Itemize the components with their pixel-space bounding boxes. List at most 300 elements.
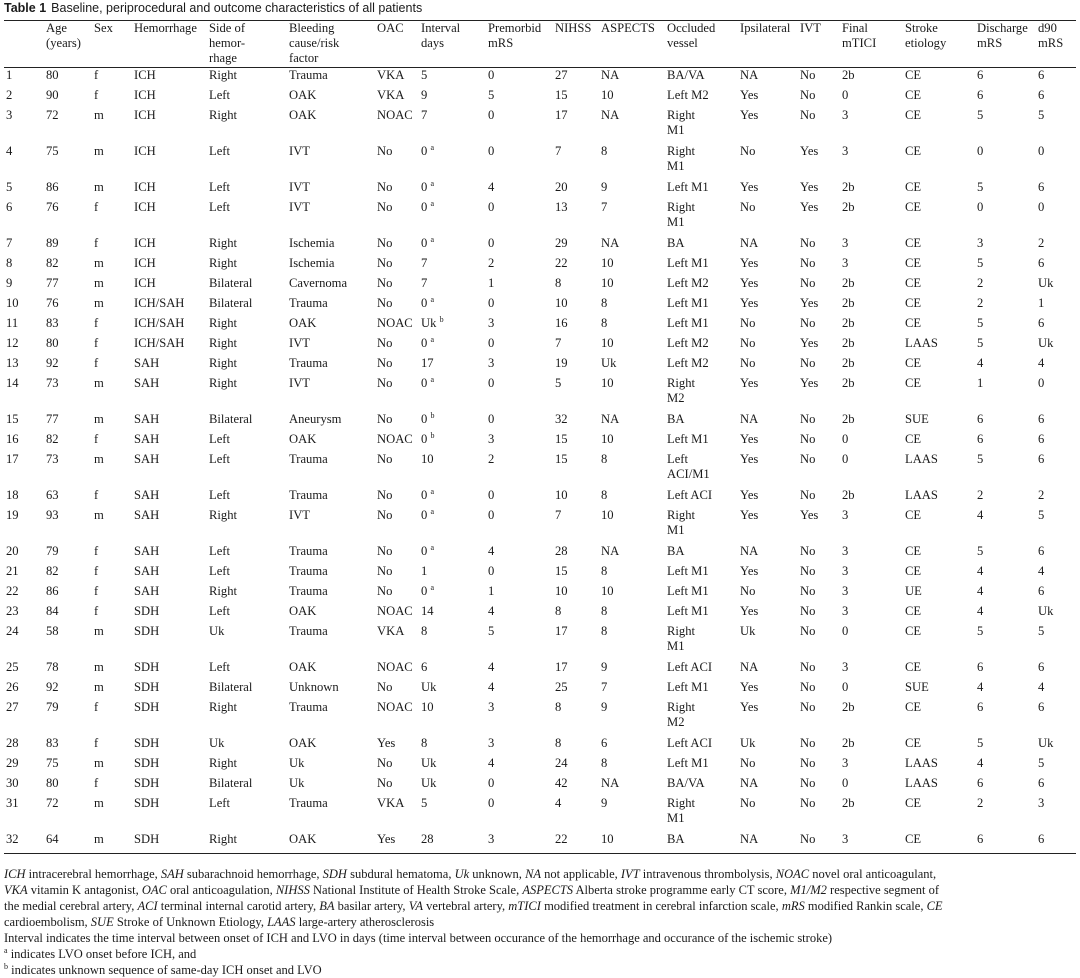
occluded-vessel-line: Left M1 xyxy=(667,296,709,310)
cell-age: 84 xyxy=(46,604,59,618)
cell-bleeding-cause: Cavernoma xyxy=(289,276,348,290)
cell-ipsilateral: Yes xyxy=(740,452,759,466)
cell-oac: No xyxy=(377,488,393,502)
cell-aspects: 9 xyxy=(601,660,608,674)
abbreviation-term: VKA xyxy=(4,883,28,897)
cell-interval-days xyxy=(419,180,486,200)
cell-ivt: No xyxy=(800,796,816,810)
cell-oac: NOAC xyxy=(377,700,413,714)
cell-ipsilateral: No xyxy=(740,200,756,214)
cell-d90-mrs: Uk xyxy=(1038,276,1054,290)
cell-oac: No xyxy=(377,376,393,390)
interval-note: Interval indicates the time interval between onset of ICH and LVO in days (time interval between occurance of the hemorrhage and occurance of the ischemic stroke) xyxy=(4,931,833,945)
cell-patient-id: 18 xyxy=(6,488,19,502)
table-row xyxy=(4,508,1076,544)
cell-aspects: 8 xyxy=(601,604,608,618)
cell-hemorrhage-side: Bilateral xyxy=(209,776,253,790)
occluded-vessel-line: Left M1 xyxy=(667,756,709,770)
cell-bleeding-cause: Trauma xyxy=(289,544,328,558)
interval-value: 0 xyxy=(421,508,428,522)
cell-premorbid-mrs: 0 xyxy=(488,236,495,250)
occluded-vessel-line: Left M1 xyxy=(667,180,709,194)
occluded-vessel-line: Left M2 xyxy=(667,276,709,290)
cell-ipsilateral: NA xyxy=(738,832,798,854)
cell-bleeding-cause: Ischemia xyxy=(289,256,335,270)
cell-ipsilateral: Yes xyxy=(740,88,759,102)
cell-occluded-vessel xyxy=(665,452,738,488)
column-header-line: cause/risk xyxy=(289,36,340,50)
column-header-line: factor xyxy=(289,51,319,65)
cell-premorbid-mrs: 0 xyxy=(488,296,495,310)
cell-premorbid-mrs: 3 xyxy=(488,700,495,714)
abbreviation-term: LAAS xyxy=(267,915,296,929)
occluded-vessel-line: M1 xyxy=(667,811,685,825)
cell-hemorrhage-side: Left xyxy=(209,88,230,102)
cell-final-mtici: 0 xyxy=(842,624,849,638)
abbreviation-definition: unknown, xyxy=(472,867,526,881)
cell-bleeding-cause: Trauma xyxy=(289,584,328,598)
interval-value: 0 xyxy=(421,376,428,390)
cell-d90-mrs: 5 xyxy=(1038,756,1045,770)
cell-stroke-etiology: CE xyxy=(905,180,922,194)
cell-premorbid-mrs: 0 xyxy=(488,488,495,502)
abbreviation-definition: the medial cerebral artery, xyxy=(4,899,138,913)
cell-patient-id: 19 xyxy=(6,508,19,522)
cell-ipsilateral: Yes xyxy=(740,256,759,270)
cell-d90-mrs: 6 xyxy=(1038,180,1045,194)
cell-nihss: 10 xyxy=(555,584,568,598)
cell-nihss: 8 xyxy=(555,604,562,618)
column-header-line: Bleeding xyxy=(289,21,335,35)
cell-premorbid-mrs: 1 xyxy=(488,276,495,290)
cell-aspects: 10 xyxy=(601,336,614,350)
cell-d90-mrs: 1 xyxy=(1038,296,1045,310)
abbreviation-definition: basilar artery, xyxy=(337,899,409,913)
abbreviation-definition: oral anticoagulation, xyxy=(169,883,276,897)
column-header-line: hemor- xyxy=(209,36,246,50)
cell-interval-days xyxy=(419,776,486,796)
cell-ivt: No xyxy=(800,624,816,638)
cell-discharge-mrs: 2 xyxy=(977,488,984,502)
cell-age: 79 xyxy=(46,700,59,714)
cell-ipsilateral: Yes xyxy=(740,680,759,694)
cell-final-mtici: 2b xyxy=(842,68,855,82)
cell-bleeding-cause: IVT xyxy=(289,200,310,214)
cell-nihss: 17 xyxy=(555,108,568,122)
cell-sex: f xyxy=(94,236,99,250)
cell-premorbid-mrs: 0 xyxy=(488,336,495,350)
column-header-line: Age xyxy=(46,21,67,35)
cell-occluded-vessel xyxy=(665,832,738,854)
cell-final-mtici: 2b xyxy=(842,376,855,390)
cell-stroke-etiology: CE xyxy=(905,316,922,330)
cell-bleeding-cause: IVT xyxy=(289,144,310,158)
column-header xyxy=(419,21,486,68)
cell-d90-mrs: 0 xyxy=(1038,144,1045,158)
table-row xyxy=(4,452,1076,488)
abbreviation-definition: subdural hematoma, xyxy=(350,867,455,881)
cell-hemorrhage-side: Uk xyxy=(209,736,225,750)
cell-patient-id: 27 xyxy=(6,700,19,714)
cell-d90-mrs: Uk xyxy=(1038,736,1054,750)
interval-value: Uk xyxy=(421,756,437,770)
cell-hemorrhage: SAH xyxy=(134,544,160,558)
abbreviation-definition: subarachnoid hemorrhage, xyxy=(186,867,323,881)
cell-interval-days xyxy=(419,236,486,256)
column-header xyxy=(287,21,375,68)
table-row xyxy=(4,256,1076,276)
cell-discharge-mrs: 5 xyxy=(977,736,984,750)
cell-stroke-etiology: LAAS xyxy=(905,452,938,466)
cell-age: 86 xyxy=(46,180,59,194)
cell-age: 80 xyxy=(46,336,59,350)
cell-premorbid-mrs: 2 xyxy=(488,452,495,466)
cell-discharge-mrs: 6 xyxy=(977,68,984,82)
cell-sex: f xyxy=(94,200,99,214)
cell-ivt: Yes xyxy=(800,200,819,214)
interval-value: 0 xyxy=(421,544,428,558)
cell-final-mtici: 2b xyxy=(842,180,855,194)
cell-oac: No xyxy=(377,452,393,466)
abbreviation-term: BA xyxy=(319,899,335,913)
cell-oac: No xyxy=(377,236,393,250)
interval-footnote-mark: b xyxy=(430,412,435,420)
cell-interval-days xyxy=(419,256,486,276)
cell-stroke-etiology: CE xyxy=(905,736,922,750)
cell-discharge-mrs: 5 xyxy=(977,544,984,558)
abbreviation-term: mRS xyxy=(781,899,805,913)
footnote-b-text: indicates unknown sequence of same-day ICH onset and LVO xyxy=(11,963,322,977)
cell-sex: f xyxy=(94,488,99,502)
footnote-b xyxy=(4,962,1076,978)
cell-discharge-mrs: 1 xyxy=(977,376,984,390)
interval-value: Uk xyxy=(421,680,437,694)
cell-final-mtici: 3 xyxy=(842,756,849,770)
cell-aspects: 9 xyxy=(601,700,608,714)
cell-patient-id: 24 xyxy=(6,624,19,638)
cell-hemorrhage: SDH xyxy=(134,604,160,618)
cell-age: 77 xyxy=(46,276,59,290)
cell-ipsilateral: Yes xyxy=(740,296,759,310)
cell-ivt: No xyxy=(800,68,816,82)
cell-bleeding-cause: OAK xyxy=(287,832,375,854)
cell-d90-mrs: 4 xyxy=(1038,356,1045,370)
abbreviation-term: IVT xyxy=(620,867,640,881)
cell-hemorrhage: ICH xyxy=(134,236,156,250)
cell-stroke-etiology: CE xyxy=(905,88,922,102)
abbreviation-definition: Stroke of Unknown Etiology, xyxy=(116,915,268,929)
cell-discharge-mrs: 5 xyxy=(977,180,984,194)
cell-stroke-etiology: SUE xyxy=(905,680,929,694)
cell-ipsilateral: NA xyxy=(740,68,759,82)
cell-discharge-mrs: 6 xyxy=(977,700,984,714)
cell-hemorrhage: SDH xyxy=(132,832,207,854)
cell-occluded-vessel xyxy=(665,776,738,796)
interval-value: 0 xyxy=(421,236,428,250)
cell-discharge-mrs: 2 xyxy=(977,796,984,810)
cell-sex: f xyxy=(94,776,99,790)
cell-aspects: 6 xyxy=(601,736,608,750)
cell-hemorrhage: SDH xyxy=(134,776,160,790)
cell-hemorrhage: ICH xyxy=(134,256,156,270)
column-header xyxy=(840,21,903,68)
column-header-line: rhage xyxy=(209,51,237,65)
cell-d90-mrs: 6 xyxy=(1038,700,1045,714)
cell-oac: No xyxy=(377,180,393,194)
cell-ivt: No xyxy=(800,584,816,598)
cell-age: 76 xyxy=(46,296,59,310)
cell-premorbid-mrs: 0 xyxy=(488,776,495,790)
occluded-vessel-line: Left xyxy=(667,452,688,466)
cell-bleeding-cause: OAK xyxy=(289,316,317,330)
cell-sex: m xyxy=(94,624,104,638)
cell-sex: m xyxy=(92,832,132,854)
cell-hemorrhage-side: Uk xyxy=(209,624,225,638)
cell-d90-mrs: 6 xyxy=(1038,88,1045,102)
cell-hemorrhage: SDH xyxy=(134,736,160,750)
cell-age: 72 xyxy=(46,796,59,810)
table-row xyxy=(4,376,1076,412)
footnote-b-mark: b xyxy=(4,962,8,971)
cell-hemorrhage: SAH xyxy=(134,508,160,522)
abbreviations-line-4 xyxy=(4,914,1076,930)
cell-patient-id: 31 xyxy=(6,796,19,810)
table-row xyxy=(4,88,1076,108)
cell-stroke-etiology: CE xyxy=(903,832,975,854)
interval-value: 10 xyxy=(421,452,434,466)
occluded-vessel-line: Left M1 xyxy=(667,432,709,446)
cell-nihss: 7 xyxy=(555,144,562,158)
occluded-vessel-line: Left M1 xyxy=(667,680,709,694)
cell-ivt: No xyxy=(800,680,816,694)
cell-aspects: NA xyxy=(601,544,620,558)
occluded-vessel-line: Right xyxy=(667,200,695,214)
cell-stroke-etiology: CE xyxy=(905,508,922,522)
interval-value: 0 xyxy=(421,180,428,194)
table-row xyxy=(4,180,1076,200)
cell-interval-days xyxy=(419,432,486,452)
cell-oac: No xyxy=(377,756,393,770)
cell-nihss: 7 xyxy=(555,508,562,522)
cell-occluded-vessel xyxy=(665,508,738,544)
occluded-vessel-line: M1 xyxy=(667,639,685,653)
abbreviation-term: CE xyxy=(926,899,943,913)
cell-final-mtici: 2b xyxy=(842,276,855,290)
cell-nihss: 28 xyxy=(555,544,568,558)
cell-oac: NOAC xyxy=(377,316,413,330)
interval-value: Uk xyxy=(421,316,437,330)
cell-premorbid-mrs: 0 xyxy=(488,376,495,390)
column-header xyxy=(486,21,553,68)
cell-premorbid-mrs: 4 xyxy=(488,544,495,558)
abbreviation-term: OAC xyxy=(141,883,167,897)
occluded-vessel-line: M1 xyxy=(667,123,685,137)
abbreviation-definition: not applicable, xyxy=(544,867,621,881)
table-row xyxy=(4,660,1076,680)
cell-bleeding-cause: Trauma xyxy=(289,356,328,370)
abbreviation-definition: vitamin K antagonist, xyxy=(30,883,142,897)
cell-bleeding-cause: OAK xyxy=(289,108,317,122)
cell-hemorrhage-side: Left xyxy=(209,604,230,618)
cell-age: 90 xyxy=(46,88,59,102)
cell-aspects: 10 xyxy=(601,376,614,390)
table-row xyxy=(4,604,1076,624)
interval-value: 6 xyxy=(421,660,428,674)
interval-value: 7 xyxy=(421,276,428,290)
cell-occluded-vessel xyxy=(665,236,738,256)
interval-footnote-mark: a xyxy=(430,584,435,592)
cell-oac: NOAC xyxy=(377,604,413,618)
cell-discharge-mrs: 6 xyxy=(977,776,984,790)
cell-hemorrhage: SDH xyxy=(134,700,160,714)
column-header-line: Ipsilateral xyxy=(740,21,791,35)
cell-d90-mrs: 2 xyxy=(1038,236,1045,250)
occluded-vessel-line: Left M1 xyxy=(667,604,709,618)
cell-hemorrhage: SAH xyxy=(134,432,160,446)
cell-premorbid-mrs: 3 xyxy=(488,432,495,446)
cell-final-mtici: 2b xyxy=(842,488,855,502)
cell-aspects: 10 xyxy=(599,832,665,854)
cell-bleeding-cause: OAK xyxy=(289,432,317,446)
interval-footnote-mark: a xyxy=(430,200,435,208)
cell-premorbid-mrs: 4 xyxy=(488,660,495,674)
interval-value: 0 xyxy=(421,336,428,350)
cell-nihss: 16 xyxy=(555,316,568,330)
cell-d90-mrs: 6 xyxy=(1038,452,1045,466)
cell-interval-days xyxy=(419,412,486,432)
cell-nihss: 13 xyxy=(555,200,568,214)
cell-final-mtici: 2b xyxy=(842,296,855,310)
cell-aspects: Uk xyxy=(601,356,617,370)
cell-patient-id: 32 xyxy=(4,832,44,854)
cell-occluded-vessel xyxy=(665,584,738,604)
cell-ivt: Yes xyxy=(800,336,819,350)
cell-age: 78 xyxy=(46,660,59,674)
interval-value: 5 xyxy=(421,68,428,82)
cell-patient-id: 28 xyxy=(6,736,19,750)
cell-hemorrhage-side: Right xyxy=(209,508,237,522)
cell-d90-mrs: 5 xyxy=(1038,108,1045,122)
cell-patient-id: 22 xyxy=(6,584,19,598)
cell-hemorrhage-side: Left xyxy=(209,544,230,558)
cell-interval-days xyxy=(419,200,486,236)
cell-final-mtici: 2b xyxy=(842,796,855,810)
cell-stroke-etiology: UE xyxy=(905,584,922,598)
column-header-line: mRS xyxy=(1038,36,1064,50)
occluded-vessel-line: BA/VA xyxy=(667,776,705,790)
cell-oac: Yes xyxy=(375,832,419,854)
table-row xyxy=(4,832,1076,854)
cell-oac: No xyxy=(377,412,393,426)
abbreviation-term: Uk xyxy=(454,867,470,881)
cell-interval-days xyxy=(419,660,486,680)
cell-interval-days xyxy=(419,356,486,376)
cell-age: 82 xyxy=(46,256,59,270)
cell-hemorrhage-side: Right xyxy=(207,832,287,854)
interval-value: 10 xyxy=(421,700,434,714)
cell-age: 73 xyxy=(46,452,59,466)
column-header-line: mRS xyxy=(488,36,514,50)
cell-ipsilateral: Yes xyxy=(740,276,759,290)
cell-interval-days xyxy=(419,832,486,854)
occluded-vessel-line: M1 xyxy=(667,523,685,537)
interval-value: 8 xyxy=(421,624,428,638)
cell-discharge-mrs: 6 xyxy=(977,412,984,426)
cell-aspects: 10 xyxy=(601,432,614,446)
cell-ivt: No xyxy=(800,564,816,578)
cell-hemorrhage: SAH xyxy=(134,584,160,598)
cell-occluded-vessel xyxy=(665,544,738,564)
cell-discharge-mrs: 4 xyxy=(977,604,984,618)
cell-premorbid-mrs: 2 xyxy=(488,256,495,270)
abbreviation-term: NA xyxy=(525,867,542,881)
cell-stroke-etiology: CE xyxy=(905,68,922,82)
table-row xyxy=(4,796,1076,832)
cell-nihss: 24 xyxy=(555,756,568,770)
column-header xyxy=(132,21,207,68)
column-header-line: ASPECTS xyxy=(601,21,655,35)
column-header-line: Hemorrhage xyxy=(134,21,197,35)
abbreviation-definition: cardioembolism, xyxy=(4,915,91,929)
cell-stroke-etiology: CE xyxy=(905,296,922,310)
cell-final-mtici: 2b xyxy=(842,736,855,750)
cell-hemorrhage: ICH/SAH xyxy=(134,336,185,350)
cell-hemorrhage-side: Left xyxy=(209,200,230,214)
interval-footnote-mark: a xyxy=(430,180,435,188)
cell-nihss: 17 xyxy=(555,660,568,674)
cell-bleeding-cause: Trauma xyxy=(289,624,328,638)
cell-sex: f xyxy=(94,336,99,350)
cell-d90-mrs: 6 xyxy=(1038,316,1045,330)
cell-occluded-vessel xyxy=(665,756,738,776)
cell-hemorrhage: SDH xyxy=(134,660,160,674)
cell-occluded-vessel xyxy=(665,68,738,89)
cell-ivt: No xyxy=(800,316,816,330)
cell-discharge-mrs: 0 xyxy=(977,200,984,214)
cell-ipsilateral: NA xyxy=(740,412,759,426)
column-header xyxy=(798,21,840,68)
cell-nihss: 29 xyxy=(555,236,568,250)
cell-bleeding-cause: Unknown xyxy=(289,680,339,694)
table-row xyxy=(4,276,1076,296)
column-header-line: IVT xyxy=(800,21,821,35)
cell-bleeding-cause: Trauma xyxy=(289,488,328,502)
occluded-vessel-line: M2 xyxy=(667,715,685,729)
cell-sex: f xyxy=(94,700,99,714)
column-header-line: vessel xyxy=(667,36,698,50)
cell-hemorrhage-side: Right xyxy=(209,68,237,82)
column-header-line: (years) xyxy=(46,36,81,50)
abbreviations-line-3 xyxy=(4,898,1076,914)
cell-age: 58 xyxy=(46,624,59,638)
cell-bleeding-cause: Uk xyxy=(289,756,305,770)
interval-value: 9 xyxy=(421,88,428,102)
cell-aspects: NA xyxy=(601,68,620,82)
table-row xyxy=(4,412,1076,432)
column-header-line: Premorbid xyxy=(488,21,542,35)
cell-aspects: 8 xyxy=(601,624,608,638)
cell-oac: NOAC xyxy=(377,660,413,674)
cell-final-mtici: 2b xyxy=(842,412,855,426)
cell-final-mtici: 3 xyxy=(842,584,849,598)
cell-nihss: 15 xyxy=(555,564,568,578)
cell-occluded-vessel xyxy=(665,316,738,336)
table-row xyxy=(4,200,1076,236)
cell-d90-mrs: 6 xyxy=(1036,832,1076,854)
interval-value: 14 xyxy=(421,604,434,618)
cell-aspects: 7 xyxy=(601,200,608,214)
cell-discharge-mrs: 4 xyxy=(977,756,984,770)
